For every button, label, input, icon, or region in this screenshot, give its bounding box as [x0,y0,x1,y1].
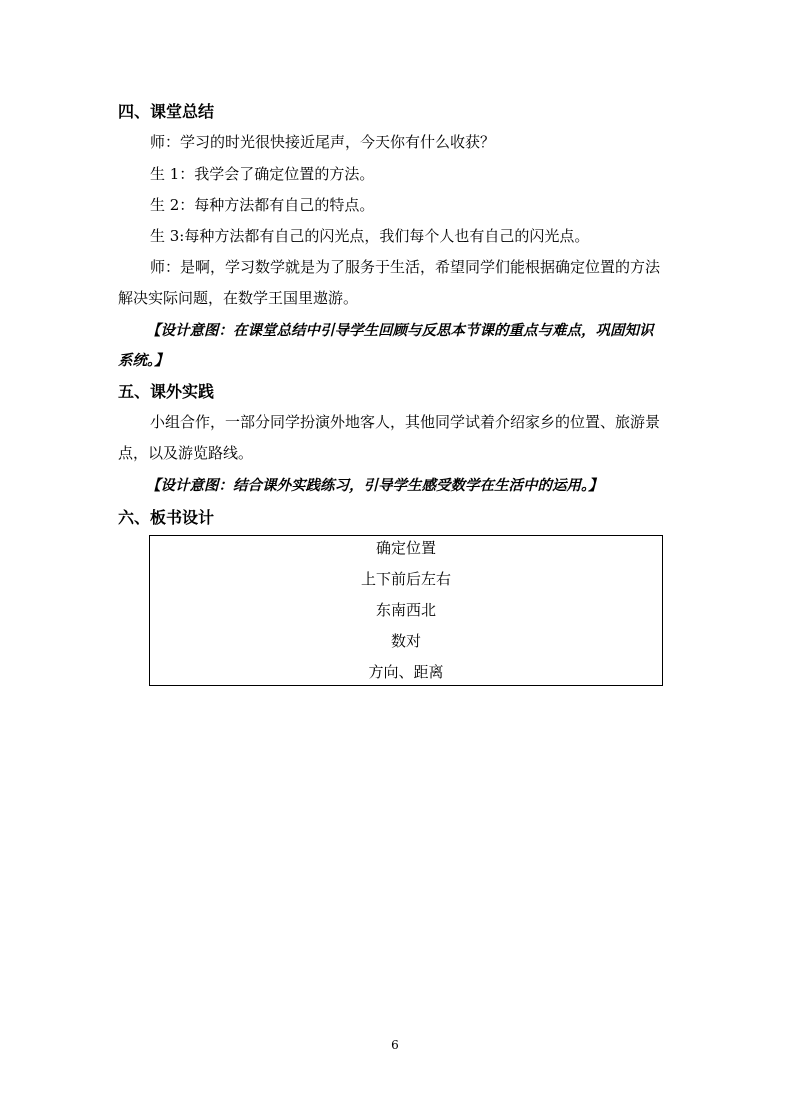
practice-description: 小组合作，一部分同学扮演外地客人，其他同学试着介绍家乡的位置、旅游景点，以及游览路线。 [118,413,661,462]
board-design-box [149,535,663,686]
dialogue-student-1: 生 1：我学会了确定位置的方法。 [150,165,375,183]
design-intent-practice: 【设计意图：结合课外实践练习，引导学生感受数学在生活中的运用。】 [146,477,603,494]
dialogue-teacher-response: 师：是啊，学习数学就是为了服务于生活，希望同学们能根据确定位置的方法解决实际问题，在数学王国里遨游。 [118,258,661,307]
board-line-direction-distance: 方向、距离 [368,663,444,681]
design-intent-summary: 【设计意图：在课堂总结中引导学生回顾与反思本节课的重点与难点，巩固知识系统。】 [118,322,654,369]
board-line-title: 确定位置 [375,539,436,557]
dialogue-student-2: 生 2：每种方法都有自己的特点。 [150,196,375,214]
board-line-relative-positions: 上下前后左右 [360,570,451,588]
section-heading-outdoor-practice: 五、课外实践 [118,382,215,401]
dialogue-teacher-question: 师：学习的时光很快接近尾声，今天你有什么收获？ [150,133,496,151]
dialogue-student-3: 生 3:每种方法都有自己的闪光点，我们每个人也有自己的闪光点。 [150,227,590,245]
page-number: 6 [391,1038,399,1052]
section-heading-class-summary: 四、课堂总结 [118,102,215,121]
section-heading-board-design: 六、板书设计 [118,508,215,527]
board-line-ordered-pairs: 数对 [390,632,421,650]
board-line-cardinal-directions: 东南西北 [375,601,436,619]
